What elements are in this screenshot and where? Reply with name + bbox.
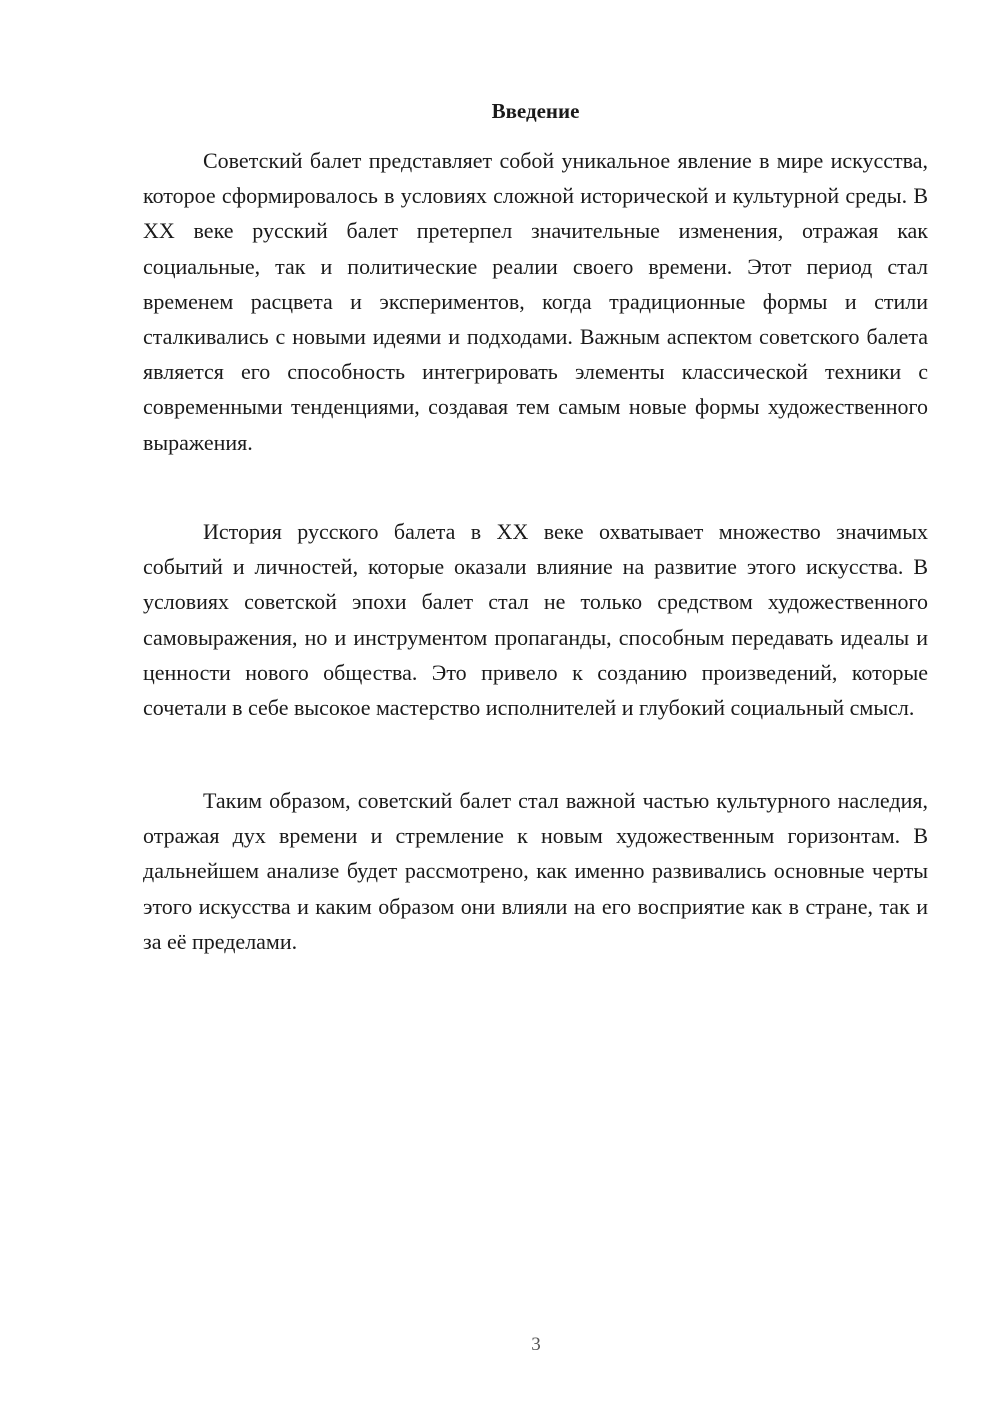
page-number: 3 — [531, 1334, 541, 1355]
paragraph-1: Советский балет представляет собой уникальное явление в мире искусства, которое сформировалось в условиях сложной исторической и культурной среды. В XX веке русский балет претерпел значительные изменения, отражая как социальные, так и политические реалии своего времени. Этот период стал временем расцвета и экспериментов, когда традиционные формы и стили сталкивались с новыми идеями и подходами. Важным аспектом советского балета является его способность интегрировать элементы классической техники с современными тенденциями, создавая тем самым новые формы художественного выражения. — [143, 148, 928, 455]
paragraph-2: История русского балета в XX веке охватывает множество значимых событий и личностей, которые оказали влияние на развитие этого искусства. В условиях советской эпохи балет стал не только средством художественного самовыражения, но и инструментом пропаганды, способным передавать идеалы и ценности нового общества. Это привело к созданию произведений, которые сочетали в себе высокое мастерство исполнителей и глубокий социальный смысл. — [143, 519, 928, 721]
paragraph-3: Таким образом, советский балет стал важной частью культурного наследия, отражая дух времени и стремление к новым художественным горизонтам. В дальнейшем анализе будет рассмотрено, как именно развивались основные черты этого искусства и каким образом они влияли на его восприятие как в стране, так и за её пределами. — [143, 788, 928, 954]
section-heading: Введение — [491, 99, 580, 123]
